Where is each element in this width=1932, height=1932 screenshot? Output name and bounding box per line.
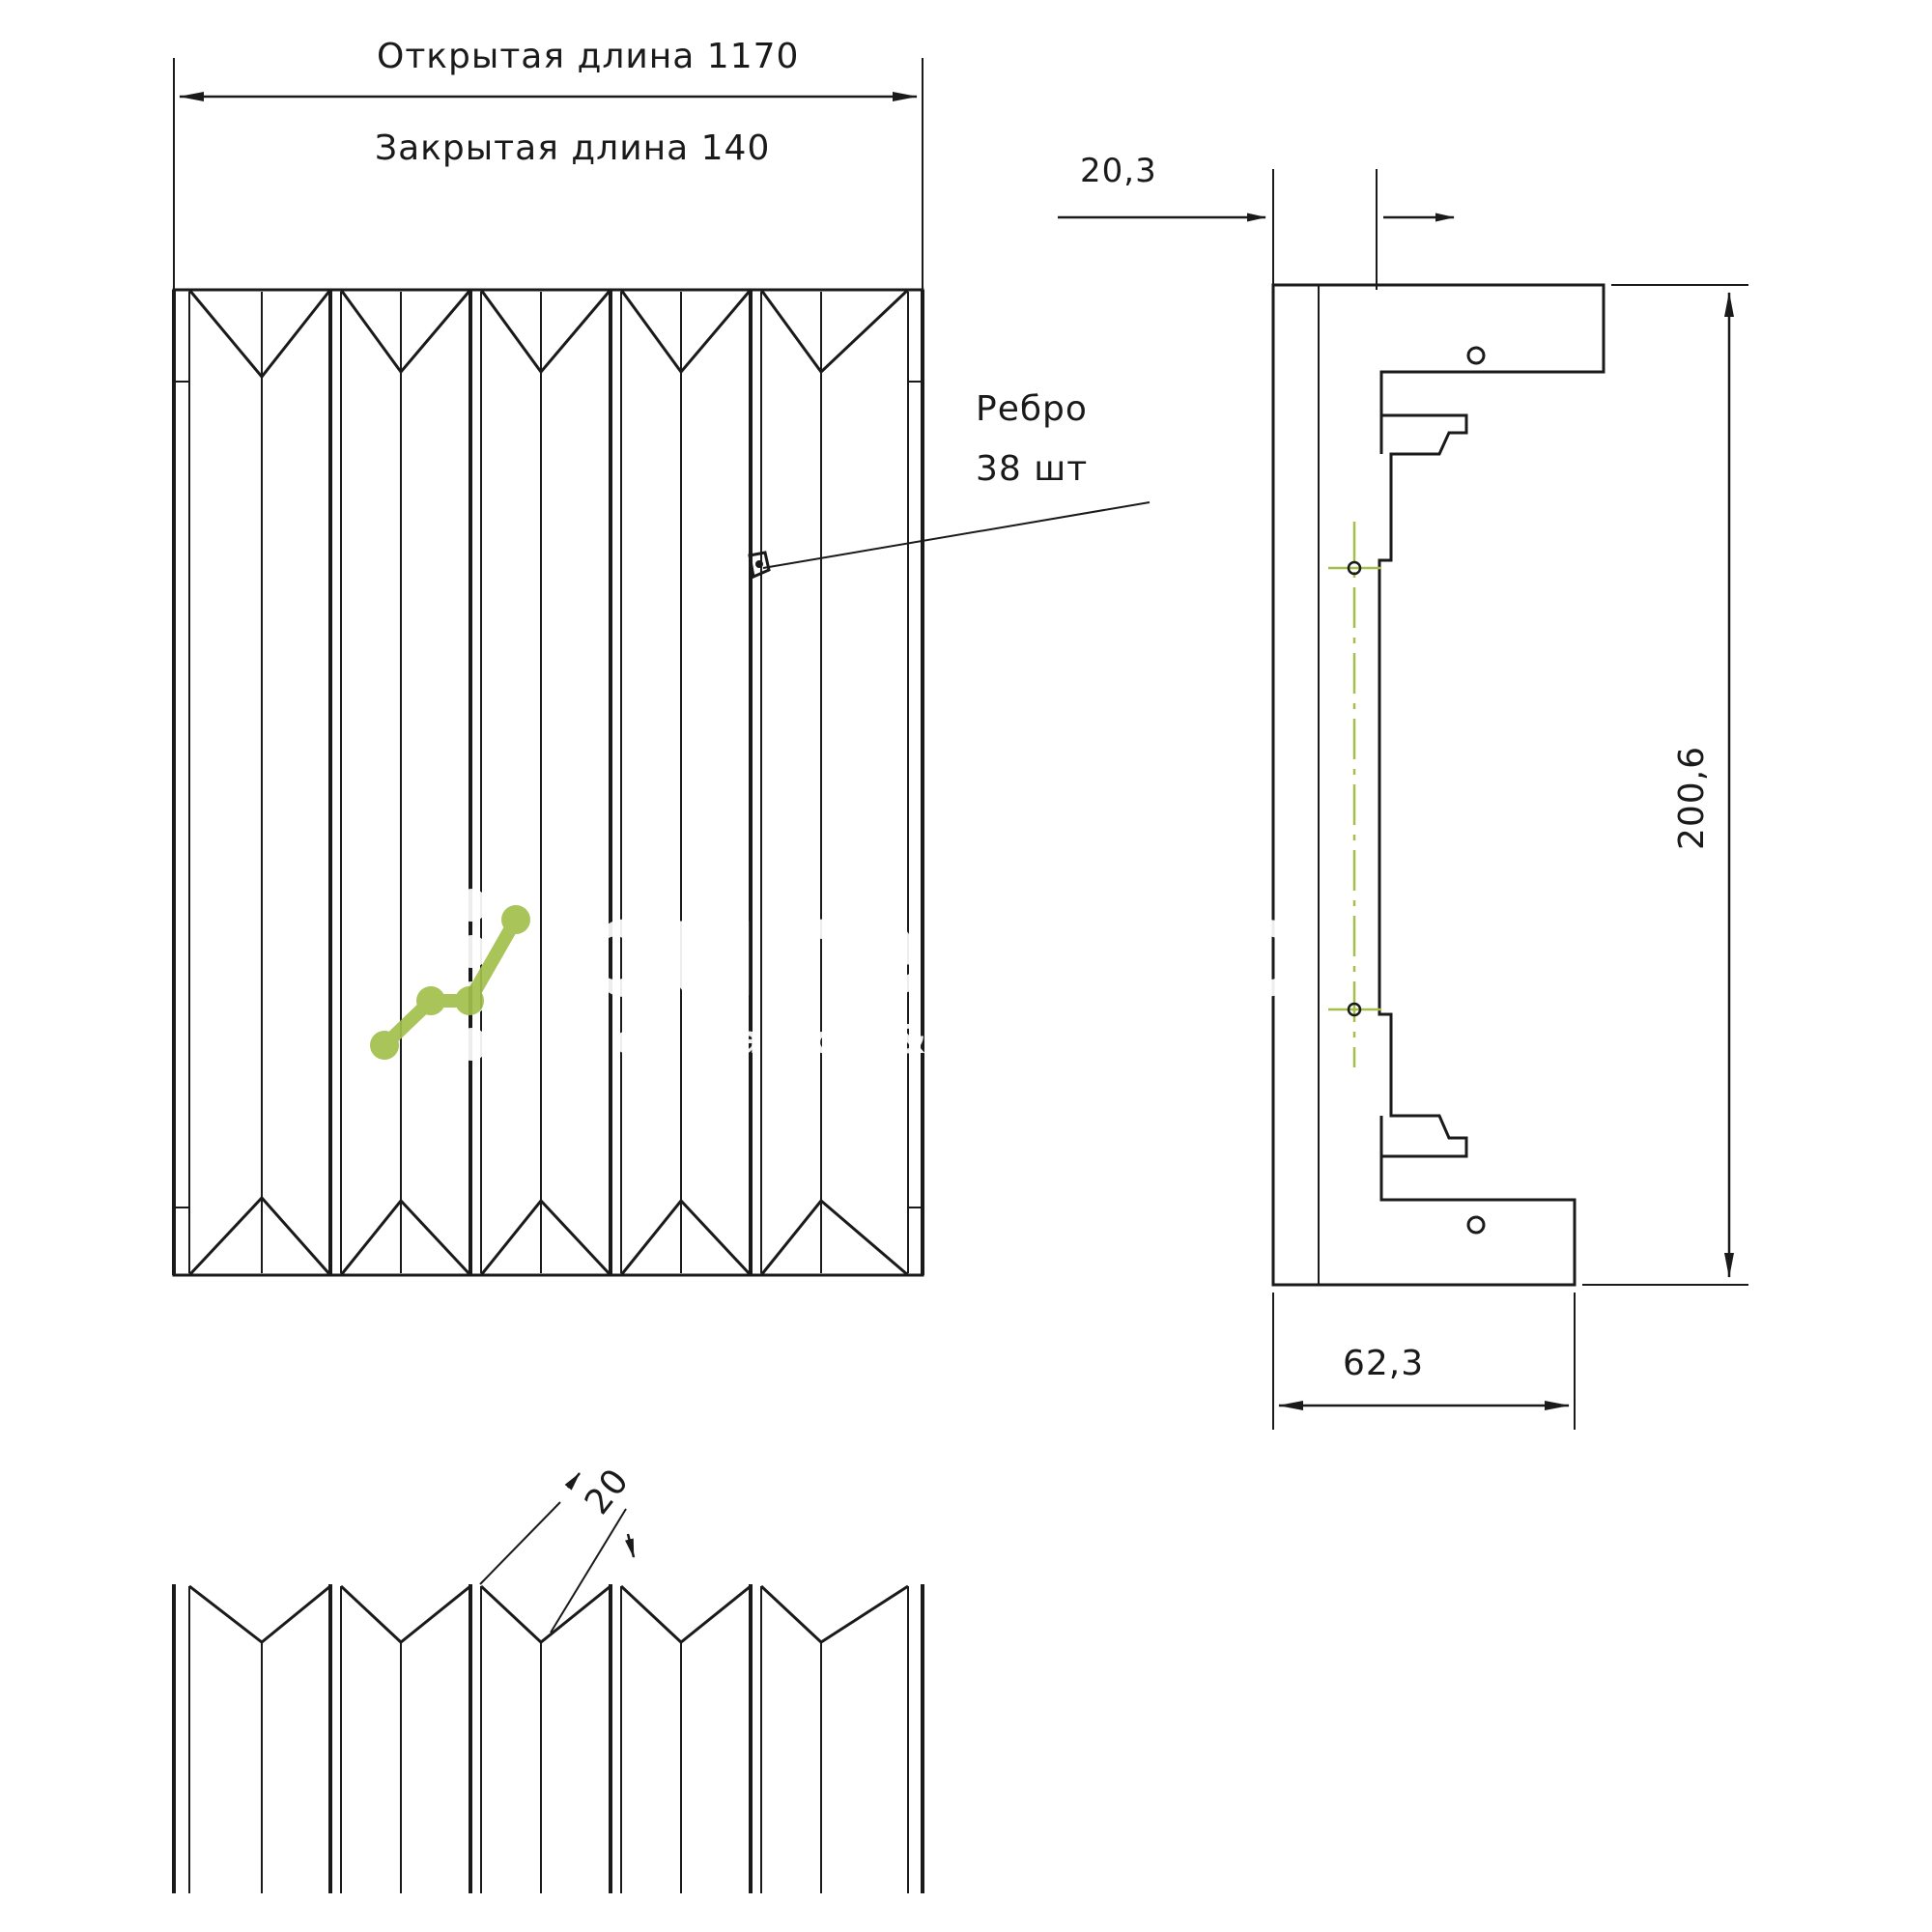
- watermark-brand: purelogic: [565, 870, 1297, 1028]
- bellows-outline: [174, 290, 923, 1275]
- watermark-square: [1517, 903, 1573, 959]
- mounting-hole-bottom: [1468, 1217, 1484, 1233]
- label-dim-20: 20: [577, 1461, 638, 1522]
- watermark-logo-mark: [384, 920, 516, 1045]
- side-profile-outline: [1273, 285, 1604, 1285]
- side-section-view: [1058, 169, 1748, 1430]
- top-chevrons: [189, 290, 908, 377]
- label-closed-length: Закрытая длина 140: [375, 128, 771, 168]
- label-dim-62-3: 62,3: [1343, 1344, 1425, 1383]
- label-open-length: Открытая длина 1170: [377, 37, 800, 76]
- bottom-view: [174, 1473, 923, 1893]
- label-rib-line2: 38 шт: [976, 449, 1089, 489]
- pleat-chevrons: [189, 1586, 908, 1642]
- bottom-chevrons: [189, 1198, 908, 1275]
- label-rib-line1: Ребро: [976, 389, 1088, 429]
- mounting-hole-top: [1468, 348, 1484, 363]
- watermark-tagline: r e s e a r c h & d e v e l o p m e n t: [580, 1018, 1382, 1063]
- front-view: [174, 58, 1150, 1275]
- label-dim-200-6: 200,6: [1672, 745, 1712, 850]
- label-dim-20-3: 20,3: [1080, 152, 1157, 190]
- rib-leader: [750, 502, 1150, 577]
